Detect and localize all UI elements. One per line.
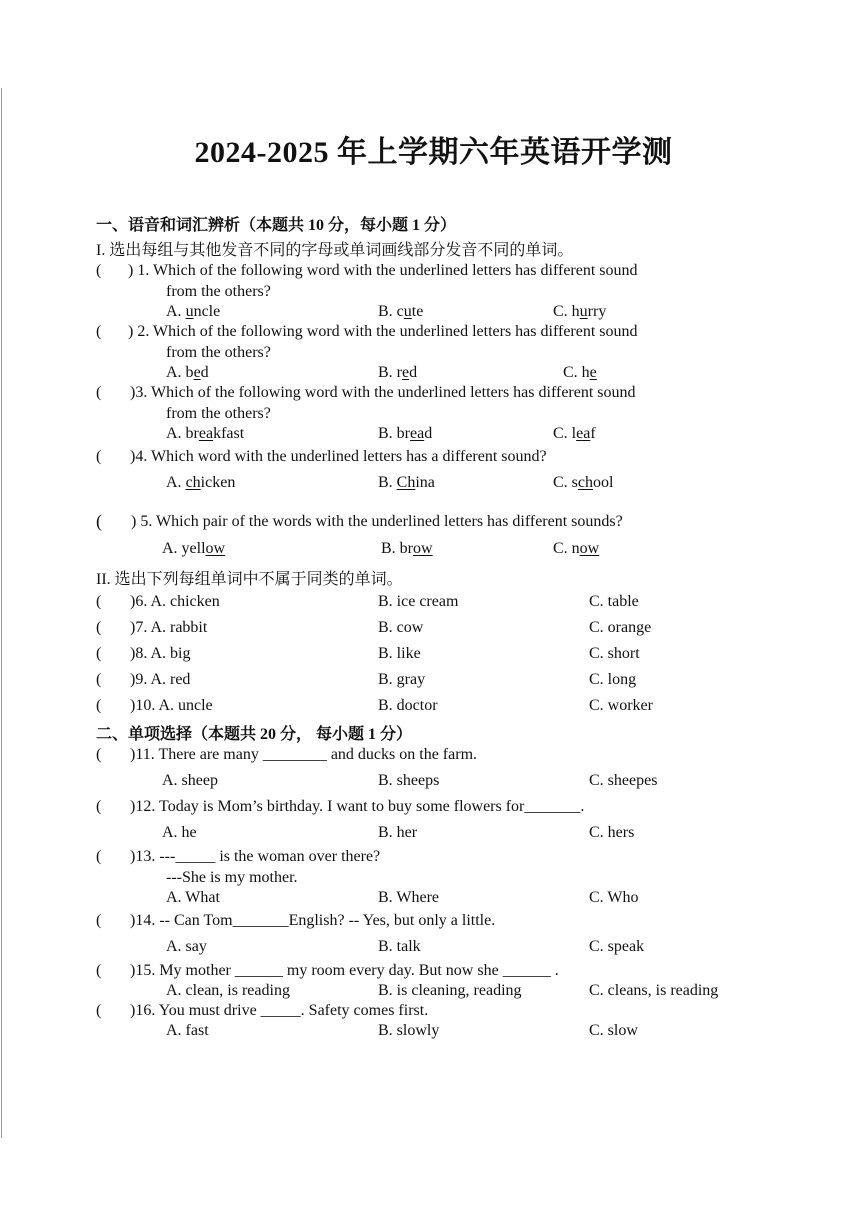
answer-paren[interactable]: (	[96, 746, 102, 763]
q9-option-c[interactable]: C. long	[589, 671, 637, 688]
answer-paren[interactable]: (	[96, 798, 102, 815]
q15-option-a[interactable]: A. clean, is reading	[166, 982, 290, 999]
q15-option-c[interactable]: C. cleans, is reading	[589, 982, 719, 999]
question-5: ) 5. Which pair of the words with the underlined letters has different sounds?	[131, 513, 623, 530]
question-1-cont: from the others?	[166, 283, 271, 300]
q8-option-b[interactable]: B. like	[378, 645, 421, 662]
answer-paren[interactable]: (	[96, 912, 102, 929]
question-4: )4. Which word with the underlined letters has a different sound?	[130, 448, 547, 465]
answer-paren[interactable]: (	[96, 511, 102, 531]
question-9: )9. A. red	[130, 671, 191, 688]
answer-paren[interactable]: (	[96, 593, 102, 610]
question-10: )10. A. uncle	[130, 697, 213, 714]
q2-option-a[interactable]: A. bed	[166, 364, 209, 381]
answer-paren[interactable]: (	[96, 697, 102, 714]
q8-option-c[interactable]: C. short	[589, 645, 640, 662]
q14-option-b[interactable]: B. talk	[378, 938, 421, 955]
exam-title: 2024-2025 年上学期六年英语开学测	[194, 136, 673, 169]
question-15: )15. My mother ______ my room every day. But now she ______ .	[130, 962, 559, 979]
question-13: )13. ---_____ is the woman over there?	[130, 848, 381, 865]
answer-paren[interactable]: (	[96, 448, 102, 465]
q4-option-a[interactable]: A. chicken	[166, 474, 236, 491]
q3-option-c[interactable]: C. leaf	[553, 425, 596, 442]
question-3: )3. Which of the following word with the underlined letters has different sound	[130, 384, 636, 401]
section-1-heading: 一、语音和词汇辨析（本题共 10 分，每小题 1 分）	[96, 217, 457, 234]
question-8: )8. A. big	[130, 645, 191, 662]
q2-option-b[interactable]: B. red	[378, 364, 418, 381]
question-13-cont: ---She is my mother.	[166, 869, 298, 886]
answer-paren[interactable]: (	[96, 384, 102, 401]
part-1-instruction: I. 选出每组与其他发音不同的字母或单词画线部分发音不同的单词。	[96, 242, 574, 259]
q7-option-c[interactable]: C. orange	[589, 619, 652, 636]
q14-option-a[interactable]: A. say	[166, 938, 207, 955]
answer-paren[interactable]: (	[96, 671, 102, 688]
question-3-cont: from the others?	[166, 405, 271, 422]
q16-option-b[interactable]: B. slowly	[378, 1022, 440, 1039]
q10-option-b[interactable]: B. doctor	[378, 697, 438, 714]
q11-option-b[interactable]: B. sheeps	[378, 772, 440, 789]
q3-option-b[interactable]: B. bread	[378, 425, 433, 442]
q12-option-a[interactable]: A. he	[162, 824, 197, 841]
q2-option-c[interactable]: C. he	[563, 364, 597, 381]
question-14: )14. -- Can Tom_______English? -- Yes, but only a little.	[130, 912, 496, 929]
q9-option-b[interactable]: B. gray	[378, 671, 426, 688]
answer-paren[interactable]: (	[96, 323, 102, 340]
question-16: )16. You must drive _____. Safety comes first.	[130, 1002, 429, 1019]
answer-paren[interactable]: (	[96, 1002, 102, 1019]
q5-option-b[interactable]: B. brow	[381, 540, 433, 557]
question-1: ) 1. Which of the following word with the underlined letters has different sound	[128, 262, 638, 279]
q4-option-c[interactable]: C. school	[553, 474, 614, 491]
answer-paren[interactable]: (	[96, 962, 102, 979]
section-2-heading: 二、单项选择（本题共 20 分， 每小题 1 分）	[96, 726, 413, 743]
q4-option-b[interactable]: B. China	[378, 474, 435, 491]
q3-option-a[interactable]: A. breakfast	[166, 425, 245, 442]
q16-option-a[interactable]: A. fast	[166, 1022, 209, 1039]
question-2-cont: from the others?	[166, 344, 271, 361]
q11-option-a[interactable]: A. sheep	[162, 772, 218, 789]
page-edge-line	[1, 88, 2, 1138]
question-2: ) 2. Which of the following word with the underlined letters has different sound	[128, 323, 638, 340]
q10-option-c[interactable]: C. worker	[589, 697, 653, 714]
q7-option-b[interactable]: B. cow	[378, 619, 424, 636]
q13-option-b[interactable]: B. Where	[378, 889, 440, 906]
q15-option-b[interactable]: B. is cleaning, reading	[378, 982, 522, 999]
q1-option-c[interactable]: C. hurry	[553, 303, 607, 320]
question-7: )7. A. rabbit	[130, 619, 208, 636]
q1-option-a[interactable]: A. uncle	[166, 303, 221, 320]
part-2-instruction: II. 选出下列每组单词中不属于同类的单词。	[96, 571, 403, 588]
question-12: )12. Today is Mom’s birthday. I want to buy some flowers for_______.	[130, 798, 585, 815]
question-6: )6. A. chicken	[130, 593, 220, 610]
q12-option-b[interactable]: B. her	[378, 824, 418, 841]
answer-paren[interactable]: (	[96, 848, 102, 865]
question-11: )11. There are many ________ and ducks on the farm.	[130, 746, 478, 763]
answer-paren[interactable]: (	[96, 262, 102, 279]
q6-option-c[interactable]: C. table	[589, 593, 639, 610]
answer-paren[interactable]: (	[96, 645, 102, 662]
q14-option-c[interactable]: C. speak	[589, 938, 645, 955]
answer-paren[interactable]: (	[96, 619, 102, 636]
q5-option-c[interactable]: C. now	[553, 540, 600, 557]
q13-option-c[interactable]: C. Who	[589, 889, 639, 906]
q5-option-a[interactable]: A. yellow	[162, 540, 226, 557]
q16-option-c[interactable]: C. slow	[589, 1022, 638, 1039]
q13-option-a[interactable]: A. What	[166, 889, 220, 906]
q11-option-c[interactable]: C. sheepes	[589, 772, 658, 789]
q12-option-c[interactable]: C. hers	[589, 824, 635, 841]
q6-option-b[interactable]: B. ice cream	[378, 593, 459, 610]
q1-option-b[interactable]: B. cute	[378, 303, 424, 320]
